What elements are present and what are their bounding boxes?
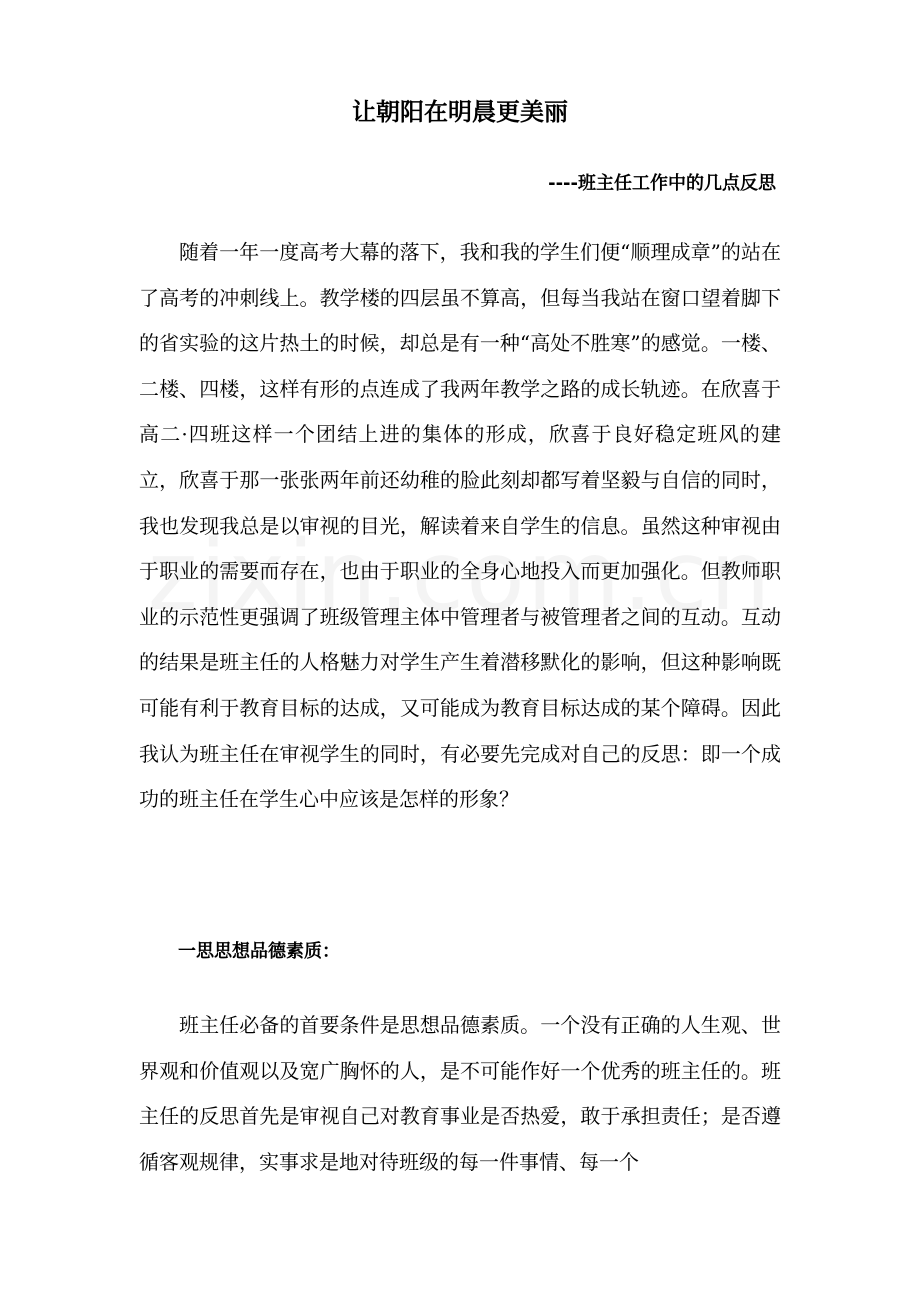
section-heading: 一思思想品德素质： [178,941,340,962]
body-paragraph-2: 班主任必备的首要条件是思想品德素质。一个没有正确的人生观、世界观和价值观以及宽广胸怀的人，是不可能作好一个优秀的班主任的。班主任的反思首先是审视自己对教育事业是否热爱，敢于承担责任；是否遵循客观规律，实事求是地对待班级的每一件事情、每一个 [139,1013,781,1174]
document-title: 让朝阳在明晨更美丽 [352,98,568,126]
document-subtitle: ----班主任工作中的几点反思 [548,173,776,194]
body-paragraph-1: 随着一年一度高考大幕的落下，我和我的学生们便“顺理成章”的站在了高考的冲刺线上。教学楼的四层虽不算高，但每当我站在窗口望着脚下的省实验的这片热土的时候，却总是有一种“高处不胜寒”的感觉。一楼、二楼、四楼，这样有形的点连成了我两年教学之路的成长轨迹。在欣喜于高二·四班这样一个团结上进的集体的形成，欣喜于良好稳定班风的建立，欣喜于那一张张两年前还幼稚的脸此刻却都写着坚毅与自信的同时，我也发现我总是以审视的目光，解读着来自学生的信息。虽然这种审视由于职业的需要而存在，也由于职业的全身心地投入而更加强化。但教师职业的示范性更强调了班级管理主体中管理者与被管理者之间的互动。互动的结果是班主任的人格魅力对学生产生着潜移默化的影响，但这种影响既可能有利于教育目标的达成，又可能成为教育目标达成的某个障碍。因此我认为班主任在审视学生的同时，有必要先完成对自己的反思：即一个成功的班主任在学生心中应该是怎样的形象？ [139,240,781,812]
